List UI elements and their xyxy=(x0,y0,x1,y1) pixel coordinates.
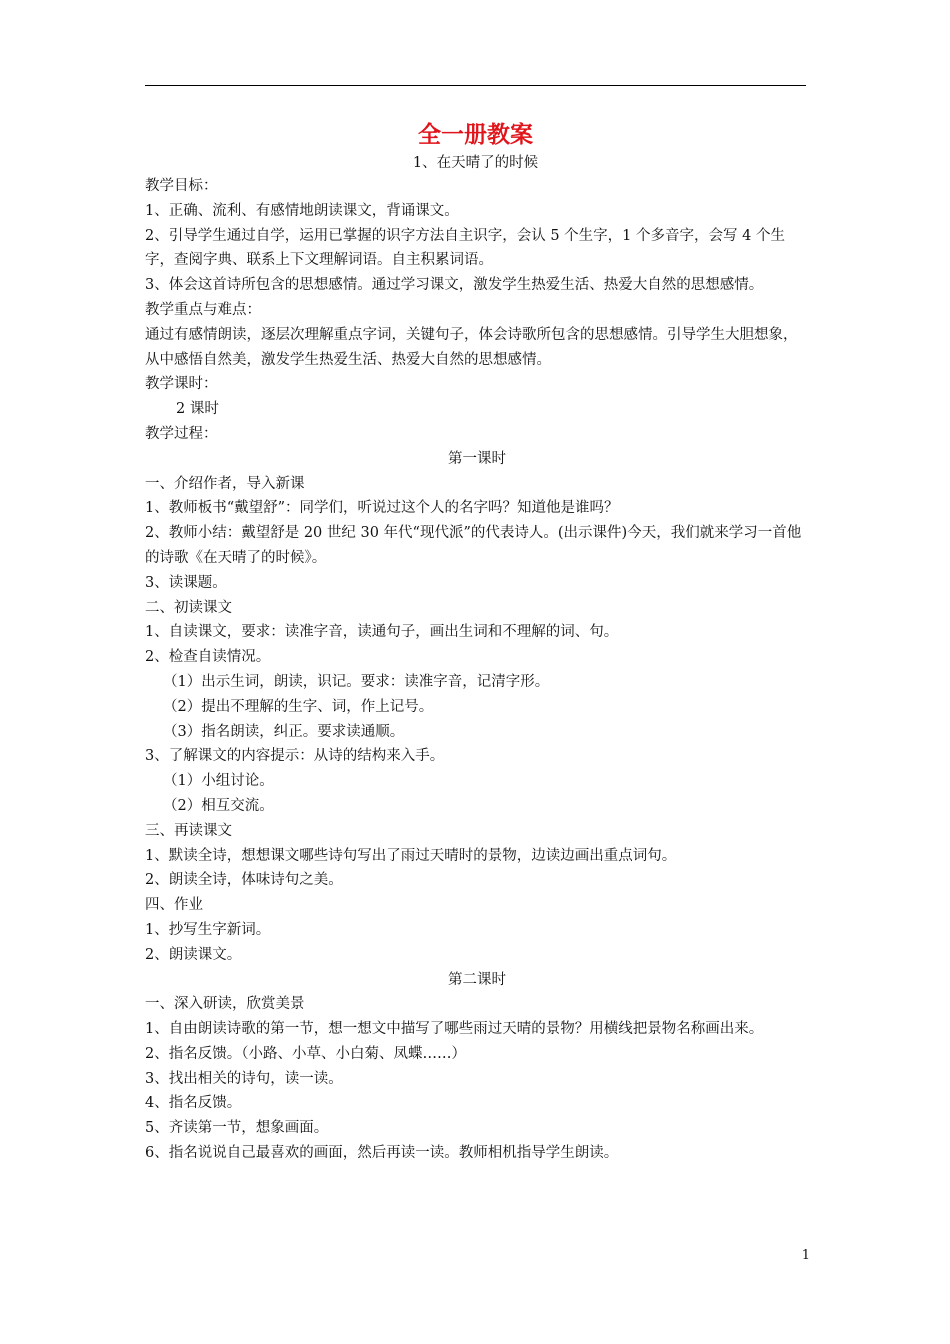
document-body xyxy=(145,174,809,1166)
list-heading: 三、再读课文 xyxy=(145,822,232,839)
sub-list-item: （2）提出不理解的生字、词，作上记号。 xyxy=(163,698,434,715)
heading-process: 教学过程： xyxy=(145,425,218,442)
list-item: 3、读课题。 xyxy=(145,574,227,591)
list-heading: 一、深入研读，欣赏美景 xyxy=(145,996,305,1013)
heading-objectives: 教学目标： xyxy=(145,178,218,194)
list-item: 1、教师板书“戴望舒”：同学们，听说过这个人的名字吗？知道他是谁吗？ xyxy=(145,500,619,517)
list-item: 2、朗读课文。 xyxy=(145,946,242,963)
list-heading: 一、介绍作者，导入新课 xyxy=(145,475,305,492)
list-item: 6、指名说说自己最喜欢的画面，然后再读一读。教师相机指导学生朗读。 xyxy=(145,1145,619,1162)
sub-list-item: （1）出示生词，朗读，识记。要求：读准字音，记清字形。 xyxy=(163,673,550,690)
list-item: 2、检查自读情况。 xyxy=(145,649,271,666)
list-item: 1、自由朗读诗歌的第一节，想一想文中描写了哪些雨过天晴的景物？用横线把景物名称画出来。 xyxy=(145,1021,764,1038)
sub-list-item: （3）指名朗读，纠正。要求读通顺。 xyxy=(163,723,405,740)
list-heading: 二、初读课文 xyxy=(145,599,232,616)
list-item: 2、教师小结：戴望舒是 20 世纪 30 年代“现代派”的代表诗人。(出示课件)今天，我们就来学习一首他的诗歌《在天晴了的时候》。 xyxy=(145,525,802,566)
list-item: 3、找出相关的诗句，读一读。 xyxy=(145,1070,343,1087)
section-first-lesson: 第一课时 xyxy=(448,450,506,467)
list-item: 2、朗读全诗，体味诗句之美。 xyxy=(145,872,343,889)
list-item: 2、指名反馈。（小路、小草、小白菊、凤蝶……） xyxy=(145,1045,466,1062)
page-number: 1 xyxy=(801,1248,810,1263)
list-item: 5、齐读第一节，想象画面。 xyxy=(145,1120,329,1137)
paragraph: 通过有感情朗读，逐层次理解重点字词，关键句子，体会诗歌所包含的思想感情。引导学生大胆想象，从中感悟自然美，激发学生热爱生活、热爱大自然的思想感情。 xyxy=(145,326,798,368)
list-heading: 四、作业 xyxy=(145,897,203,914)
list-item: 3、了解课文的内容提示：从诗的结构来入手。 xyxy=(145,748,445,765)
list-item: 1、自读课文，要求：读准字音，读通句子，画出生词和不理解的词、句。 xyxy=(145,624,619,641)
list-item: 4、指名反馈。 xyxy=(145,1095,242,1112)
paragraph: 2、引导学生通过自学，运用已掌握的识字方法自主识字，会认 5 个生字，1 个多音字，会写 4 个生字，查阅字典、联系上下文理解词语。自主积累词语。 xyxy=(145,227,785,269)
sub-list-item: （1）小组讨论。 xyxy=(163,773,274,790)
paragraph: 1、正确、流利、有感情地朗读课文，背诵课文。 xyxy=(145,202,459,219)
header-rule xyxy=(145,85,806,86)
heading-class-hours: 教学课时： xyxy=(145,376,218,393)
section-second-lesson: 第二课时 xyxy=(448,971,506,988)
list-item: 1、默读全诗，想想课文哪些诗句写出了雨过天晴时的景物，边读边画出重点词句。 xyxy=(145,847,677,864)
heading-key-points: 教学重点与难点： xyxy=(145,301,261,318)
lesson-title: 1、在天晴了的时候 xyxy=(412,155,539,171)
list-item: 1、抄写生字新词。 xyxy=(145,921,271,938)
document-title: 全一册教案 xyxy=(418,122,533,148)
sub-list-item: （2）相互交流。 xyxy=(163,797,274,814)
class-hours-value: 2 课时 xyxy=(176,401,219,418)
paragraph: 3、体会这首诗所包含的思想感情。通过学习课文，激发学生热爱生活、热爱大自然的思想感情。 xyxy=(145,277,764,294)
